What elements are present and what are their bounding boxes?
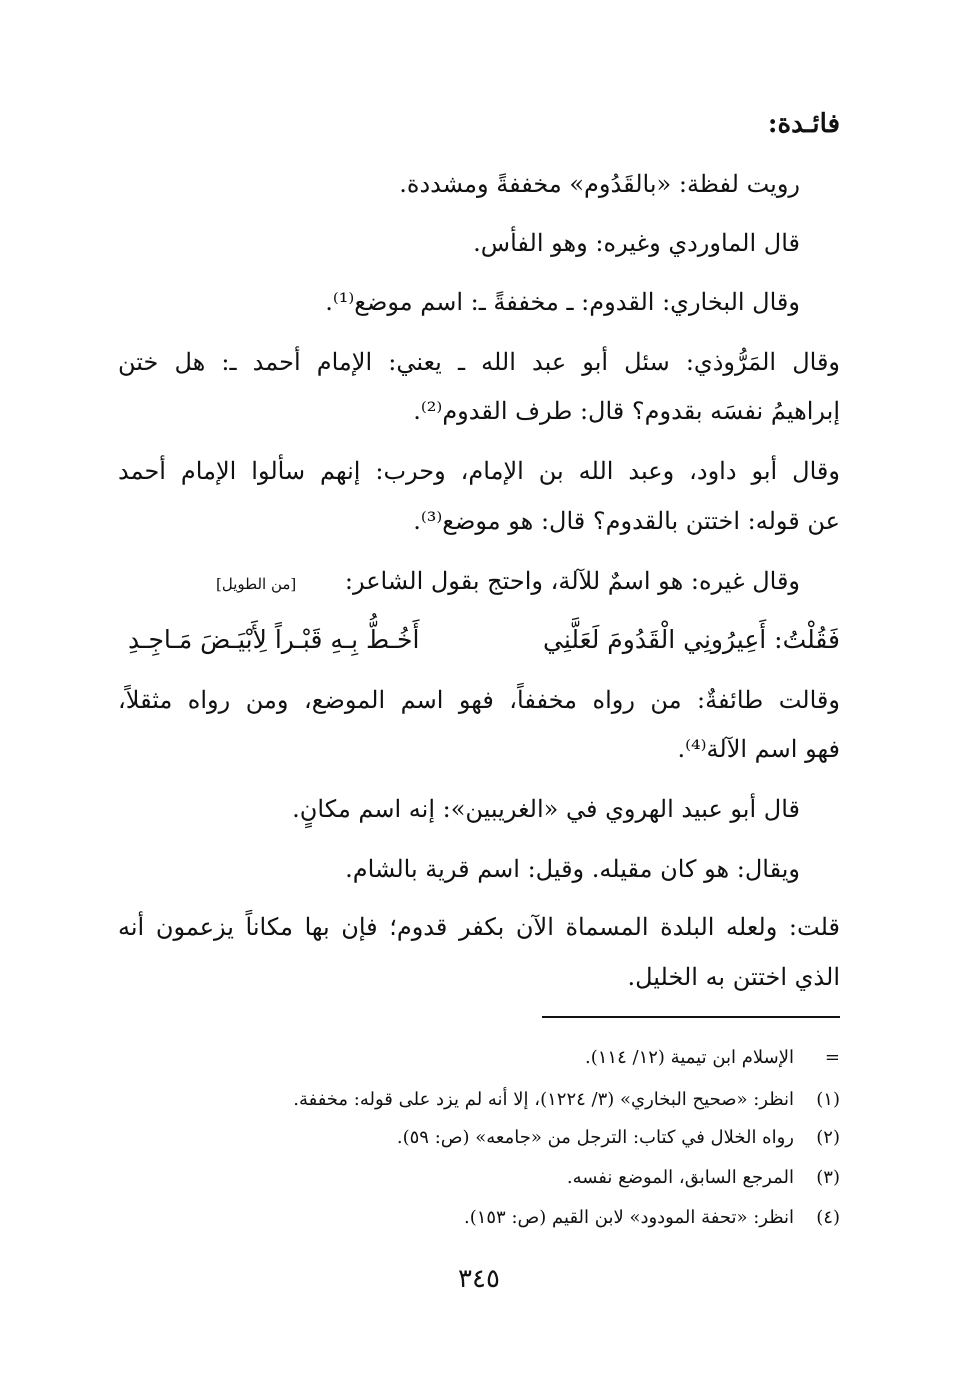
footnote-number: (٣) [816, 1167, 840, 1188]
text-line: قال أبو عبيد الهروي في «الغريبين»: إنه اسم مكانٍ. [292, 795, 800, 823]
footnote-number: (١) [816, 1089, 840, 1110]
footnote-text: رواه الخلال في كتاب: الترجل من «جامعه» (ص: ٥٩). [396, 1127, 794, 1148]
poem-second-hemistich: أَخُـطُّ بِـهِ قَبْـراً لِأَبْيَـضَ مَـاجِـدِ [128, 625, 420, 654]
text-line: إبراهيمُ نفسَه بقدوم؟ قال: طرف القدوم⁽²⁾. [413, 397, 840, 425]
page-number: ٣٤٥ [458, 1264, 500, 1294]
section-heading: فائـدة: [767, 109, 840, 139]
footnote-number: (٢) [816, 1127, 840, 1148]
poem-meter-label: [من الطويل] [216, 575, 297, 593]
text-line: قلت: ولعله البلدة المسماة الآن بكفر قدوم؛ فإن بها مكاناً يزعمون أنه [118, 913, 840, 941]
footnote-1 [118, 1086, 840, 1114]
text-line: الذي اختتن به الخليل. [627, 963, 840, 991]
poem-first-hemistich: فَقُلْتُ: أَعِيرُونِي الْقَدُومَ لَعَلَّنِي [543, 625, 840, 654]
text-line: ويقال: هو كان مقيله. وقيل: اسم قرية بالشام. [345, 855, 800, 883]
footnote-2 [118, 1124, 840, 1152]
footnote-text: انظر: «تحفة المودود» لابن القيم (ص: ١٥٣). [463, 1207, 794, 1228]
footnote-4 [118, 1204, 840, 1232]
text-line: وقال المَرُّوذي: سئل أبو عبد الله ـ يعني: الإمام أحمد ـ: هل ختن [118, 348, 840, 376]
text-line: عن قوله: اختتن بالقدوم؟ قال: هو موضع⁽³⁾. [413, 507, 840, 535]
text-line: قال الماوردي وغيره: وهو الفأس. [473, 229, 800, 257]
footnote-3 [118, 1164, 840, 1192]
footnote-text: الإسلام ابن تيمية (١٢/ ١١٤). [585, 1047, 794, 1068]
footnote-text: المرجع السابق، الموضع نفسه. [566, 1167, 794, 1188]
text-line: وقال غيره: هو اسمٌ للآلة، واحتج بقول الشاعر: [344, 567, 800, 595]
text-line: وقال أبو داود، وعبد الله بن الإمام، وحرب: إنهم سألوا الإمام أحمد [118, 457, 840, 485]
footnote-continuation [118, 1044, 840, 1072]
footnote-number: (٤) [816, 1207, 840, 1228]
footnote-number: = [824, 1047, 840, 1068]
footnote-text: انظر: «صحيح البخاري» (٣/ ١٢٢٤)، إلا أنه لم يزد على قوله: مخففة. [293, 1089, 794, 1110]
text-line: رويت لفظة: «بالقَدُوم» مخففةً ومشددة. [399, 170, 800, 198]
text-line: وقال البخاري: القدوم: ـ مخففةً ـ: اسم موضع⁽¹⁾. [325, 288, 800, 316]
footnote-separator [542, 1016, 840, 1018]
text-line: فهو اسم الآلة⁽⁴⁾. [677, 735, 840, 763]
text-line: وقالت طائفةٌ: من رواه مخففاً، فهو اسم الموضع، ومن رواه مثقلاً، [118, 686, 840, 714]
